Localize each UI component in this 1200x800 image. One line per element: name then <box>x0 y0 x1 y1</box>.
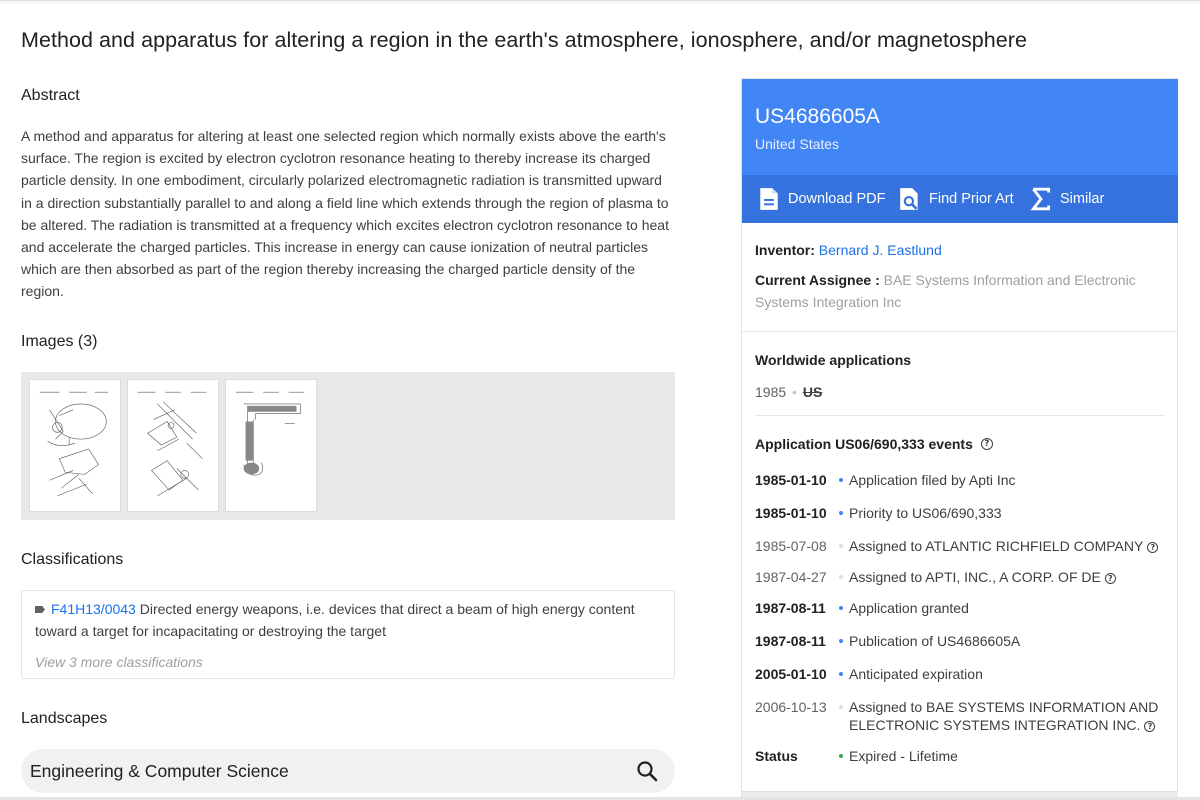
event-dot <box>839 544 843 548</box>
event-text: Publication of US4686605A <box>849 633 1021 649</box>
event-text: Anticipated expiration <box>849 666 983 682</box>
event-text <box>849 537 1169 555</box>
event-date: 1987-08-11 <box>755 600 826 616</box>
event-date: 2005-01-10 <box>755 666 827 682</box>
top-edge <box>0 0 1200 4</box>
help-icon[interactable]: ? <box>981 438 993 450</box>
event-date: 1985-01-10 <box>755 472 827 488</box>
event-date: 1985-01-10 <box>755 505 827 521</box>
patent-country: United States <box>755 136 840 152</box>
image-thumbnail[interactable] <box>127 379 219 512</box>
classification-code-link[interactable]: F41H13/0043 <box>51 601 136 617</box>
similar-label: Similar <box>1060 191 1105 207</box>
patent-drawing-image <box>128 380 218 511</box>
patent-header <box>742 79 1178 175</box>
image-thumbnail[interactable] <box>225 379 317 512</box>
tag-icon <box>35 606 45 613</box>
event-dot <box>839 672 843 676</box>
patent-info-panel <box>741 78 1178 800</box>
landscape-label: Engineering & Computer Science <box>30 761 289 781</box>
images-strip <box>21 372 675 520</box>
landscapes-heading: Landscapes <box>21 710 108 727</box>
help-icon[interactable]: ? <box>1144 721 1155 732</box>
event-text: Application granted <box>849 600 969 616</box>
worldwide-country-link[interactable]: US <box>802 384 823 400</box>
assignee-row <box>755 270 1165 313</box>
patent-drawing-image <box>226 380 316 511</box>
event-date: 1987-04-27 <box>755 569 827 585</box>
event-date: 1987-08-11 <box>755 633 826 649</box>
abstract-heading: Abstract <box>21 87 80 104</box>
assignee-label: Current Assignee : <box>755 272 880 288</box>
event-text-label: Assigned to BAE SYSTEMS INFORMATION AND ELECTRONIC SYSTEMS INTEGRATION INC. <box>849 699 1159 733</box>
event-dot <box>839 575 843 579</box>
patent-drawing-image <box>30 380 120 511</box>
inventor-link[interactable]: Bernard J. Eastlund <box>818 242 942 258</box>
status-value: Expired - Lifetime <box>849 748 958 764</box>
inventor-row <box>755 240 942 262</box>
inventor-label: Inventor: <box>755 242 815 258</box>
worldwide-year: 1985 <box>755 384 787 400</box>
event-text: Priority to US06/690,333 <box>849 505 1002 521</box>
status-label: Status <box>755 748 798 764</box>
events-title-text: Application US06/690,333 events <box>755 436 973 452</box>
status-dot <box>839 754 843 758</box>
event-date: 1985-07-08 <box>755 538 827 554</box>
event-text: Application filed by Apti Inc <box>849 472 1016 488</box>
abstract-text: A method and apparatus for altering at least one selected region which normally exists above the earth's surface. The region is excited by electron cyclotron resonance heating to thereby increase its charged particle density. In one embodiment, circularly polarized electromagnetic radiation is transmitted upward in a direction substantially parallel to and along a field line which extends through the region of plasma to be altered. The radiation is transmitted at a frequency which excites electron cyclotron resonance to heat and accelerate the charged particles. This increase in energy can cause ionization of neutral particles which are then absorbed as part of the region thereby increasing the charged particle density of the region. <box>21 128 669 300</box>
find-prior-art-icon <box>899 187 921 211</box>
similar-button[interactable] <box>1030 186 1104 212</box>
event-dot <box>839 705 843 709</box>
event-dot <box>839 639 843 643</box>
divider <box>755 415 1165 416</box>
event-text-label: Assigned to APTI, INC., A CORP. OF DE <box>849 569 1101 585</box>
find-prior-art-label: Find Prior Art <box>929 191 1014 207</box>
classification-description: Directed energy weapons, i.e. devices that direct a beam of high energy content toward a target for incapacitating or destroying the target <box>35 601 635 639</box>
assignee-name[interactable]: BAE Systems Information and Electronic Systems Integration Inc <box>755 272 1136 310</box>
events-title <box>755 436 993 452</box>
search-icon[interactable] <box>635 759 659 783</box>
event-text-label: Assigned to ATLANTIC RICHFIELD COMPANY <box>849 538 1144 554</box>
event-dot <box>839 478 843 482</box>
classification-box <box>21 590 675 679</box>
worldwide-applications-line <box>755 384 822 400</box>
images-heading: Images (3) <box>21 333 98 350</box>
event-date: 2006-10-13 <box>755 699 827 715</box>
patent-number: US4686605A <box>755 105 880 128</box>
action-bar <box>742 175 1178 223</box>
pdf-icon <box>758 187 780 211</box>
event-dot <box>839 511 843 515</box>
sigma-icon <box>1030 187 1052 211</box>
view-more-classifications-link[interactable]: View 3 more classifications <box>35 654 203 670</box>
help-icon[interactable]: ? <box>1105 573 1116 584</box>
worldwide-applications-title: Worldwide applications <box>755 352 912 368</box>
event-text <box>849 698 1169 734</box>
landscape-search-bar[interactable] <box>21 749 675 793</box>
image-thumbnail[interactable] <box>29 379 121 512</box>
classification-entry <box>35 598 665 642</box>
download-pdf-label: Download PDF <box>788 191 886 207</box>
page-title: Method and apparatus for altering a region in the earth's atmosphere, ionosphere, and/or magnetosphere <box>21 28 1028 52</box>
divider <box>742 331 1178 332</box>
help-icon[interactable]: ? <box>1147 542 1158 553</box>
find-prior-art-button[interactable] <box>899 186 1014 212</box>
download-pdf-button[interactable] <box>758 186 886 212</box>
worldwide-separator: • <box>792 384 797 400</box>
event-text <box>849 568 1169 586</box>
event-dot <box>839 606 843 610</box>
classifications-heading: Classifications <box>21 551 124 568</box>
